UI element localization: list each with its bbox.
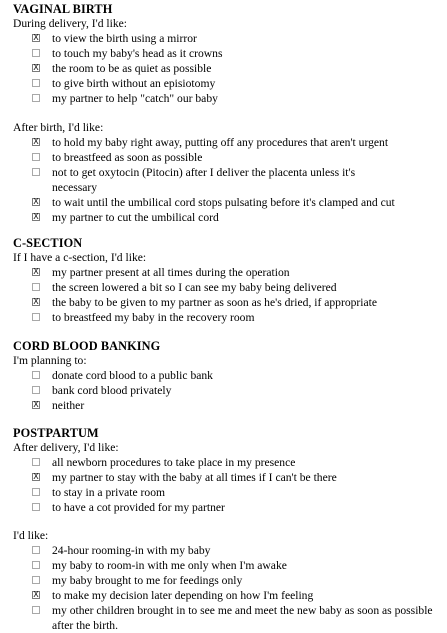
checkbox[interactable] xyxy=(32,606,40,614)
checklist-item xyxy=(13,61,441,76)
group-during-delivery xyxy=(13,16,441,106)
checklist-item xyxy=(13,165,441,195)
checkbox[interactable] xyxy=(32,79,40,87)
checklist-item-text: the room to be as quiet as possible xyxy=(52,62,212,75)
section-heading: CORD BLOOD BANKING xyxy=(13,339,161,353)
checklist-item xyxy=(13,310,441,325)
checklist xyxy=(13,543,441,633)
checklist-item xyxy=(13,31,441,46)
checkbox[interactable] xyxy=(32,313,40,321)
checklist-item-text: not to get oxytocin (Pitocin) after I deliver the placenta unless it's necessary xyxy=(52,166,356,194)
checklist-item-text: to wait until the umbilical cord stops pulsating before it's clamped and cut xyxy=(52,196,395,209)
checklist-item xyxy=(13,383,441,398)
section-c-section xyxy=(13,236,441,325)
checklist xyxy=(13,265,441,325)
checklist-item-text: to hold my baby right away, putting off any procedures that aren't urgent xyxy=(52,136,389,149)
checklist-item-text: to give birth without an episiotomy xyxy=(52,77,216,90)
checklist-item xyxy=(13,91,441,106)
group-after-birth xyxy=(13,120,441,225)
checklist-item-text: the baby to be given to my partner as soon as he's dried, if appropriate xyxy=(52,296,378,309)
checklist-item-text: to stay in a private room xyxy=(52,486,166,499)
group-intro: After birth, I'd like: xyxy=(13,121,104,134)
checkbox[interactable]: X xyxy=(33,197,39,206)
checklist-item xyxy=(13,265,441,280)
checklist-item xyxy=(13,295,441,310)
checklist xyxy=(13,31,441,106)
checklist-item xyxy=(13,368,441,383)
checklist-item-text: to make my decision later depending on how I'm feeling xyxy=(52,589,314,602)
checklist-item-text: my baby to room-in with me only when I'm awake xyxy=(52,559,287,572)
checkbox[interactable]: X xyxy=(33,472,39,481)
checklist-item xyxy=(13,470,441,485)
checkbox[interactable]: X xyxy=(33,400,39,409)
group-intro: I'm planning to: xyxy=(13,354,87,367)
section-heading: POSTPARTUM xyxy=(13,426,99,440)
section-vaginal-birth xyxy=(13,2,441,106)
group-rooming-in xyxy=(13,528,441,633)
checklist-item-text: my partner present at all times during the operation xyxy=(52,266,290,279)
checkbox[interactable]: X xyxy=(33,33,39,42)
checklist-item-text: to breastfeed my baby in the recovery room xyxy=(52,311,255,324)
checkbox[interactable] xyxy=(32,488,40,496)
checkbox[interactable] xyxy=(32,503,40,511)
checklist-item xyxy=(13,558,441,573)
checklist-item-text: to view the birth using a mirror xyxy=(52,32,197,45)
checklist-item xyxy=(13,210,441,225)
checklist-item-text: my partner to cut the umbilical cord xyxy=(52,211,219,224)
checkbox[interactable] xyxy=(32,576,40,584)
checklist-item-text: my other children brought in to see me and meet the new baby as soon as possible after the birth. xyxy=(52,604,433,632)
checklist xyxy=(13,455,441,515)
checklist-item xyxy=(13,573,441,588)
checkbox[interactable] xyxy=(32,546,40,554)
checklist-item xyxy=(13,135,441,150)
checklist-item-text: my baby brought to me for feedings only xyxy=(52,574,243,587)
checkbox[interactable]: X xyxy=(33,267,39,276)
checklist-item xyxy=(13,500,441,515)
section-heading: VAGINAL BIRTH xyxy=(13,2,113,16)
checklist-item-text: my partner to stay with the baby at all times if I can't be there xyxy=(52,471,337,484)
checklist-item xyxy=(13,76,441,91)
checklist-item-text: to touch my baby's head as it crowns xyxy=(52,47,223,60)
checklist-item xyxy=(13,280,441,295)
checkbox[interactable] xyxy=(32,283,40,291)
checklist-item-text: bank cord blood privately xyxy=(52,384,172,397)
checkbox[interactable] xyxy=(32,168,40,176)
group-intro: After delivery, I'd like: xyxy=(13,441,119,454)
checklist-item xyxy=(13,195,441,210)
checklist-item-text: neither xyxy=(52,399,85,412)
checklist-item xyxy=(13,603,441,633)
checklist-item-text: donate cord blood to a public bank xyxy=(52,369,213,382)
checkbox[interactable] xyxy=(32,371,40,379)
checklist xyxy=(13,135,441,225)
checklist-item xyxy=(13,150,441,165)
checklist-item xyxy=(13,543,441,558)
checklist-item-text: to breastfeed as soon as possible xyxy=(52,151,203,164)
checkbox[interactable] xyxy=(32,153,40,161)
checklist-item xyxy=(13,588,441,603)
section-heading: C-SECTION xyxy=(13,236,83,250)
group-intro: If I have a c-section, I'd like: xyxy=(13,251,147,264)
checkbox[interactable]: X xyxy=(33,212,39,221)
checklist-item-text: my partner to help "catch" our baby xyxy=(52,92,218,105)
checklist-item xyxy=(13,46,441,61)
checkbox[interactable] xyxy=(32,94,40,102)
checkbox[interactable]: X xyxy=(33,590,39,599)
checkbox[interactable]: X xyxy=(33,63,39,72)
checklist-item-text: the screen lowered a bit so I can see my baby being delivered xyxy=(52,281,337,294)
checklist-item-text: to have a cot provided for my partner xyxy=(52,501,225,514)
section-postpartum xyxy=(13,426,441,515)
checkbox[interactable] xyxy=(32,458,40,466)
checkbox[interactable]: X xyxy=(33,297,39,306)
checklist-item-text: 24-hour rooming-in with my baby xyxy=(52,544,211,557)
checkbox[interactable] xyxy=(32,561,40,569)
checklist-item xyxy=(13,455,441,470)
checkbox[interactable] xyxy=(32,49,40,57)
group-intro: During delivery, I'd like: xyxy=(13,17,128,30)
checklist xyxy=(13,368,441,413)
checklist-item xyxy=(13,398,441,413)
checklist-item-text: all newborn procedures to take place in my presence xyxy=(52,456,296,469)
section-cord-blood-banking xyxy=(13,339,441,413)
checkbox[interactable] xyxy=(32,386,40,394)
checkbox[interactable]: X xyxy=(33,137,39,146)
group-intro: I'd like: xyxy=(13,529,49,542)
checklist-item xyxy=(13,485,441,500)
